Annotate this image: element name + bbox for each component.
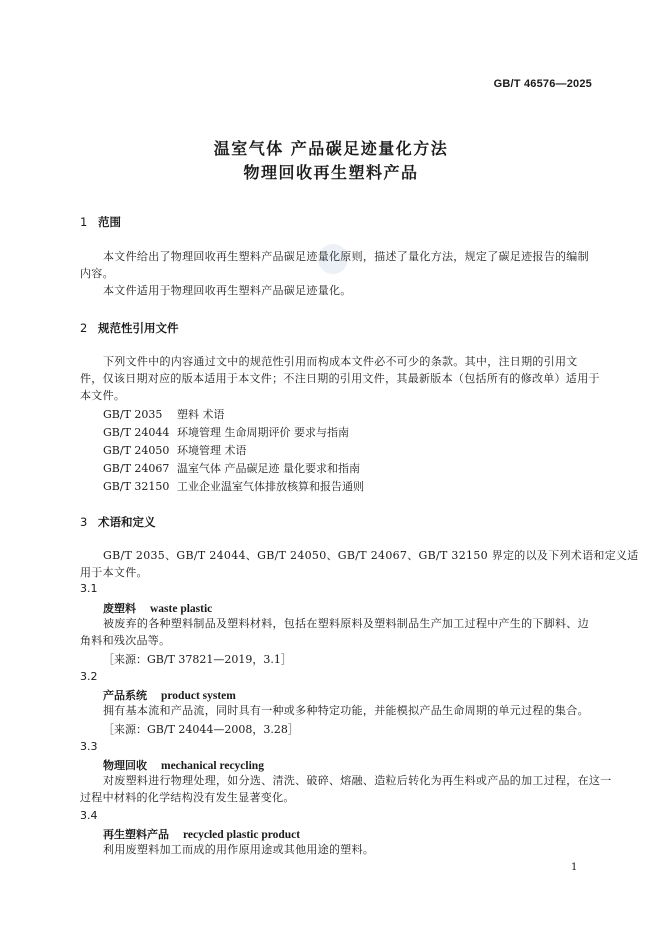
standard-number: GB/T 46576—2025: [493, 78, 592, 90]
term-en: recycled plastic product: [183, 829, 301, 841]
term-number: 3.4: [80, 809, 98, 822]
term-number: 3.2: [80, 670, 98, 683]
reference-code: GB/T 24067: [103, 462, 170, 475]
reference-title: 温室气体 产品碳足迹 量化要求和指南: [177, 462, 360, 475]
term-number: 3.3: [80, 740, 98, 753]
term-heading: [103, 600, 212, 616]
reference-code: GB/T 32150: [103, 480, 170, 493]
reference-title: 塑料 术语: [177, 408, 225, 421]
reference-item: [103, 478, 364, 494]
term-definition-line2: 角料和残次品等。: [80, 634, 171, 647]
term-heading: [103, 826, 300, 842]
section-1-heading: [80, 214, 121, 230]
document-title-line1: 温室气体 产品碳足迹量化方法: [213, 139, 449, 158]
term-heading: [103, 687, 236, 703]
section-3-title: 术语和定义: [98, 515, 156, 529]
reference-code: GB/T 2035: [103, 408, 163, 421]
term-definition-line1: 拥有基本流和产品流，同时具有一种或多种特定功能，并能模拟产品生命周期的单元过程的集合。: [103, 704, 589, 717]
document-title-line2: 物理回收再生塑料产品: [243, 163, 419, 182]
reference-code: GB/T 24050: [103, 444, 170, 457]
term-en: product system: [161, 690, 236, 702]
section-2-heading: [80, 320, 179, 336]
reference-item: [103, 406, 225, 422]
term-definition-line1: 利用废塑料加工而成的用作原用途或其他用途的塑料。: [103, 843, 375, 856]
term-zh: 废塑料: [103, 602, 136, 615]
section-2-para1-line1: 下列文件中的内容通过文中的规范性引用而构成本文件必不可少的条款。其中，注日期的引用文: [103, 355, 578, 368]
section-1-title: 范围: [98, 215, 121, 229]
reference-title: 环境管理 生命周期评价 要求与指南: [177, 426, 349, 439]
reference-item: [103, 442, 247, 458]
reference-item: [103, 424, 349, 440]
section-1-para2: 本文件适用于物理回收再生塑料产品碳足迹量化。: [103, 284, 352, 297]
section-1-para1-line1: 本文件给出了物理回收再生塑料产品碳足迹量化原则，描述了量化方法，规定了碳足迹报告的编制: [103, 250, 589, 263]
section-1-number: 1: [80, 215, 88, 229]
term-zh: 再生塑料产品: [103, 828, 169, 841]
section-2-number: 2: [80, 321, 88, 335]
section-2-para1-line2: 件，仅该日期对应的版本适用于本文件；不注日期的引用文件，其最新版本（包括所有的修改单）适用于: [80, 372, 600, 385]
section-2-title: 规范性引用文件: [98, 321, 179, 335]
term-number: 3.1: [80, 582, 98, 595]
reference-title: 环境管理 术语: [177, 444, 247, 457]
term-definition-line1: 被废弃的各种塑料制品及塑料材料，包括在塑料原料及塑料制品生产加工过程中产生的下脚料、边: [103, 617, 589, 630]
section-3-intro-line2: 用于本文件。: [80, 566, 148, 579]
section-3-number: 3: [80, 515, 88, 529]
term-heading: [103, 757, 264, 773]
term-zh: 物理回收: [103, 759, 147, 772]
term-en: waste plastic: [150, 603, 213, 615]
reference-code: GB/T 24044: [103, 426, 170, 439]
section-2-para1-line3: 本文件。: [80, 389, 126, 402]
reference-title: 工业企业温室气体排放核算和报告通则: [177, 480, 364, 493]
term-en: mechanical recycling: [161, 760, 264, 772]
section-3-heading: [80, 514, 156, 530]
page-number: 1: [571, 862, 578, 873]
term-zh: 产品系统: [103, 689, 147, 702]
term-source: ［来源：GB/T 37821—2019，3.1］: [103, 653, 292, 666]
term-definition-line1: 对废塑料进行物理处理，如分选、清洗、破碎、熔融、造粒后转化为再生料或产品的加工过程，在这一: [103, 774, 612, 787]
term-source: ［来源：GB/T 24044—2008，3.28］: [103, 723, 299, 736]
term-definition-line2: 过程中材料的化学结构没有发生显著变化。: [80, 791, 295, 804]
section-3-intro-line1: GB/T 2035、GB/T 24044、GB/T 24050、GB/T 24067、GB/T 32150 界定的以及下列术语和定义适: [103, 549, 639, 562]
section-1-para1-line2: 内容。: [80, 267, 114, 280]
reference-item: [103, 460, 360, 476]
